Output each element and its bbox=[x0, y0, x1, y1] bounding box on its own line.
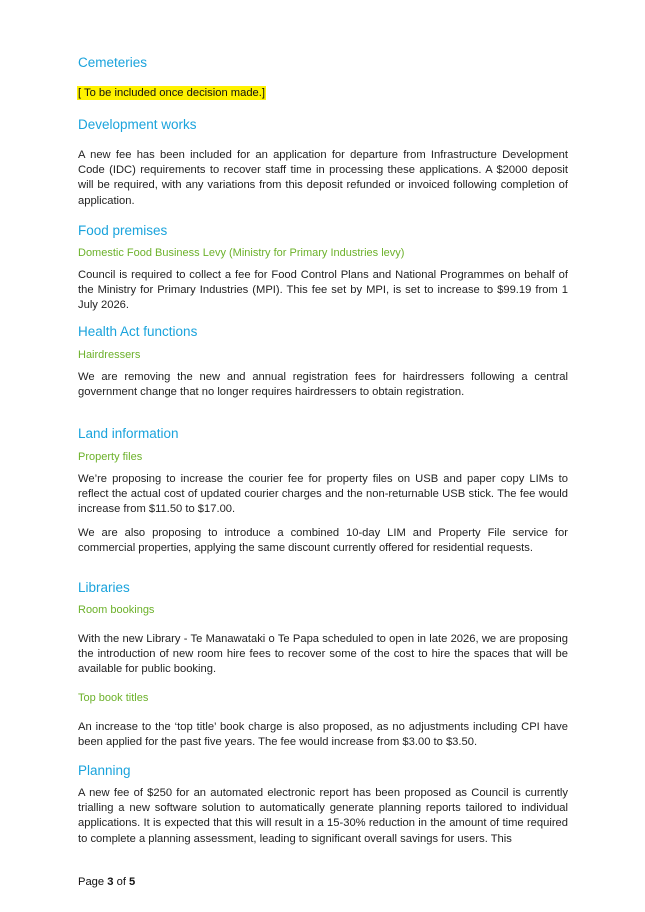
footer-current-page: 3 bbox=[107, 876, 114, 888]
paragraph-room-bookings: With the new Library - Te Manawataki o Te Papa scheduled to open in late 2026, we are proposing the introduction of new room hire fees to recover some of the cost to hire the spaces that will be available for public booking. bbox=[78, 633, 568, 676]
subheading-room-bookings: Room bookings bbox=[78, 604, 155, 616]
subheading-domestic-food-levy: Domestic Food Business Levy (Ministry for Primary Industries levy) bbox=[78, 247, 405, 259]
subheading-property-files: Property files bbox=[78, 451, 143, 463]
placeholder-note: [ To be included once decision made.] bbox=[78, 87, 265, 99]
footer-of-word: of bbox=[116, 876, 126, 888]
page-footer bbox=[78, 875, 135, 889]
heading-libraries: Libraries bbox=[78, 580, 130, 595]
heading-food-premises: Food premises bbox=[78, 223, 168, 238]
paragraph-property-files: We’re proposing to increase the courier fee for property files on USB and paper copy LIMs to reflect the actual cost of updated courier charges and the non-returnable USB stick. The fee would increase from $11.50 to $17.00. bbox=[78, 473, 568, 516]
heading-planning: Planning bbox=[78, 763, 131, 778]
paragraph-hairdressers: We are removing the new and annual registration fees for hairdressers following a central government change that no longer requires hairdressers to obtain registration. bbox=[78, 371, 568, 399]
paragraph-planning: A new fee of $250 for an automated electronic report has been proposed as Council is currently trialling a new software solution to automatically generate planning reports tailored to individual applications. It is expected that this will result in a 15-30% reduction in the amount of time required to complete a planning assessment, leading to significant overall savings for users. This bbox=[78, 787, 568, 845]
footer-page-word: Page bbox=[78, 876, 105, 888]
footer-total-pages: 5 bbox=[129, 876, 136, 888]
heading-development-works: Development works bbox=[78, 117, 197, 132]
paragraph-top-book-titles: An increase to the ‘top title’ book charge is also proposed, as no adjustments including CPI have been applied for the past five years. The fee would increase from $3.00 to $3.50. bbox=[78, 721, 568, 749]
subheading-top-book-titles: Top book titles bbox=[78, 692, 149, 704]
paragraph-combined-lim: We are also proposing to introduce a combined 10-day LIM and Property File service for commercial properties, applying the same discount currently offered for residential requests. bbox=[78, 527, 568, 555]
paragraph-development-works: A new fee has been included for an application for departure from Infrastructure Development Code (IDC) requirements to recover staff time in processing these applications. A $2000 deposit will be required, with any variations from this deposit refunded or invoiced following completion of application. bbox=[78, 149, 568, 207]
heading-land-information: Land information bbox=[78, 426, 179, 441]
subheading-hairdressers: Hairdressers bbox=[78, 349, 141, 361]
heading-health-act: Health Act functions bbox=[78, 324, 198, 339]
heading-cemeteries: Cemeteries bbox=[78, 55, 148, 70]
paragraph-food-premises: Council is required to collect a fee for Food Control Plans and National Programmes on behalf of the Ministry for Primary Industries (MPI). This fee set by MPI, is set to increase to $99.19 from 1 July 2026. bbox=[78, 269, 568, 312]
